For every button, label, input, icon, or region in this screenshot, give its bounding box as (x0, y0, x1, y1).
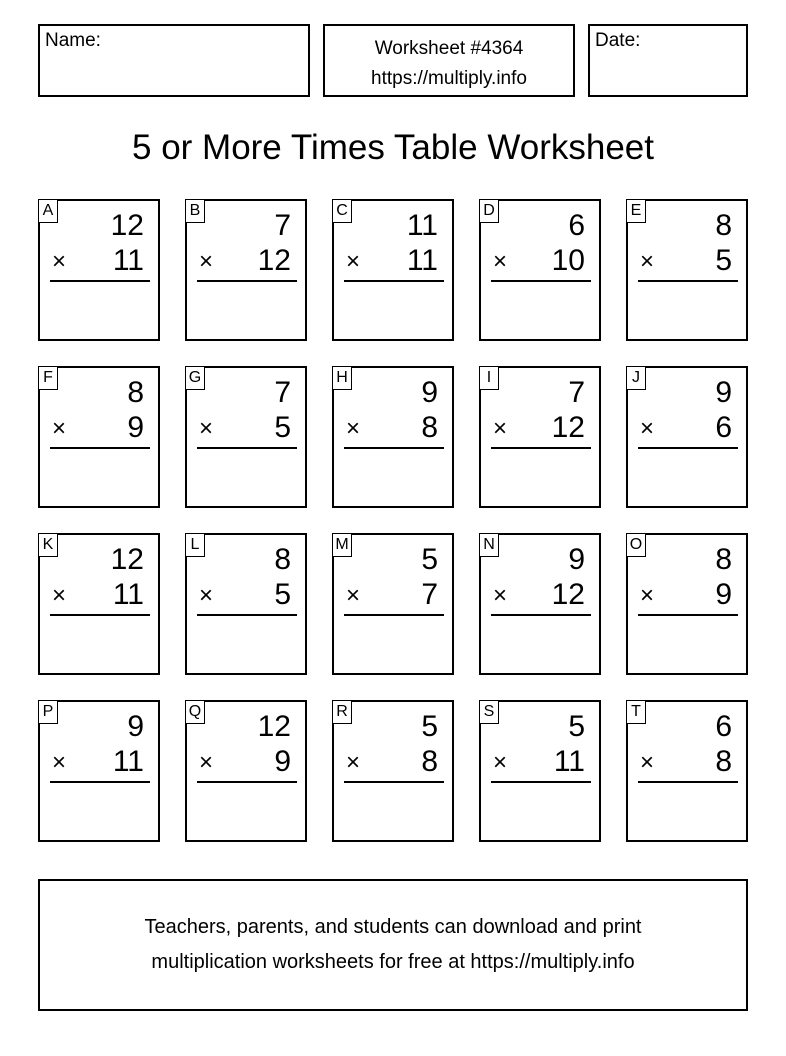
problem-label: J (626, 366, 646, 390)
times-sign: × (199, 248, 214, 275)
times-sign: × (199, 582, 214, 609)
answer-line (344, 614, 444, 616)
problem-label: G (185, 366, 205, 390)
problem-card[interactable] (38, 533, 160, 675)
multiplier: 11 (112, 244, 144, 277)
answer-line (197, 614, 297, 616)
problem-card[interactable] (332, 700, 454, 842)
problem-card[interactable] (185, 700, 307, 842)
worksheet-url: https://multiply.info (371, 68, 527, 89)
problem-label: R (332, 700, 352, 724)
multiplier: 12 (257, 244, 291, 277)
multiplier: 8 (421, 745, 438, 778)
problem-label: D (479, 199, 499, 223)
multiplier: 11 (406, 244, 438, 277)
multiplier: 5 (274, 411, 291, 444)
times-sign: × (346, 248, 361, 275)
answer-line (491, 614, 591, 616)
problem-label: T (626, 700, 646, 724)
problem-card[interactable] (38, 700, 160, 842)
name-label: Name: (45, 30, 101, 51)
multiplicand: 5 (421, 543, 438, 576)
problem-card[interactable] (332, 366, 454, 508)
times-sign: × (346, 582, 361, 609)
multiplicand: 6 (715, 710, 732, 743)
multiplicand: 9 (421, 376, 438, 409)
problem-card[interactable] (38, 366, 160, 508)
times-sign: × (493, 582, 508, 609)
times-sign: × (640, 582, 655, 609)
problem-label: C (332, 199, 352, 223)
multiplicand: 6 (568, 209, 585, 242)
multiplicand: 12 (110, 543, 144, 576)
times-sign: × (493, 415, 508, 442)
answer-line (197, 280, 297, 282)
multiplier: 6 (715, 411, 732, 444)
answer-line (197, 447, 297, 449)
multiplier: 12 (551, 578, 585, 611)
date-label: Date: (595, 30, 641, 51)
multiplier: 9 (274, 745, 291, 778)
answer-line (344, 280, 444, 282)
answer-line (638, 614, 738, 616)
multiplicand: 9 (127, 710, 144, 743)
times-sign: × (52, 415, 67, 442)
footer-line-2: multiplication worksheets for free at https://multiply.info (151, 951, 635, 973)
multiplicand: 5 (421, 710, 438, 743)
problem-card[interactable] (626, 366, 748, 508)
multiplicand: 11 (406, 209, 438, 242)
multiplier: 11 (112, 578, 144, 611)
problem-card[interactable] (38, 199, 160, 341)
answer-line (638, 781, 738, 783)
problem-label: F (38, 366, 58, 390)
multiplier: 9 (715, 578, 732, 611)
answer-line (491, 781, 591, 783)
answer-line (344, 447, 444, 449)
problem-label: E (626, 199, 646, 223)
multiplier: 11 (112, 745, 144, 778)
problem-card[interactable] (479, 700, 601, 842)
multiplicand: 8 (715, 209, 732, 242)
problem-label: K (38, 533, 58, 557)
problem-card[interactable] (185, 199, 307, 341)
answer-line (344, 781, 444, 783)
problem-card[interactable] (332, 533, 454, 675)
multiplicand: 9 (715, 376, 732, 409)
multiplicand: 8 (127, 376, 144, 409)
multiplier: 10 (551, 244, 585, 277)
times-sign: × (493, 749, 508, 776)
multiplicand: 7 (568, 376, 585, 409)
times-sign: × (346, 415, 361, 442)
problem-card[interactable] (626, 199, 748, 341)
multiplier: 8 (715, 745, 732, 778)
problem-label: P (38, 700, 58, 724)
footer-line-1: Teachers, parents, and students can download and print (144, 916, 642, 938)
problem-card[interactable] (626, 700, 748, 842)
multiplicand: 9 (568, 543, 585, 576)
problem-card[interactable] (185, 533, 307, 675)
multiplier: 7 (421, 578, 438, 611)
times-sign: × (346, 749, 361, 776)
times-sign: × (640, 749, 655, 776)
problem-label: L (185, 533, 205, 557)
problem-card[interactable] (626, 533, 748, 675)
multiplier: 9 (127, 411, 144, 444)
times-sign: × (52, 248, 67, 275)
problem-label: N (479, 533, 499, 557)
answer-line (638, 447, 738, 449)
problem-label: H (332, 366, 352, 390)
answer-line (50, 447, 150, 449)
answer-line (491, 280, 591, 282)
answer-line (638, 280, 738, 282)
problem-label: M (332, 533, 352, 557)
problem-label: O (626, 533, 646, 557)
problem-label: A (38, 199, 58, 223)
multiplicand: 8 (715, 543, 732, 576)
answer-line (50, 280, 150, 282)
answer-line (197, 781, 297, 783)
problem-card[interactable] (479, 533, 601, 675)
multiplier: 12 (551, 411, 585, 444)
problem-card[interactable] (479, 366, 601, 508)
answer-line (491, 447, 591, 449)
footer-box (38, 879, 748, 1011)
times-sign: × (199, 749, 214, 776)
problem-label: I (479, 366, 499, 390)
problem-card[interactable] (332, 199, 454, 341)
multiplicand: 7 (274, 376, 291, 409)
multiplicand: 12 (257, 710, 291, 743)
problem-label: Q (185, 700, 205, 724)
times-sign: × (493, 248, 508, 275)
multiplicand: 5 (568, 710, 585, 743)
page-title: 5 or More Times Table Worksheet (132, 128, 654, 167)
problem-label: B (185, 199, 205, 223)
multiplier: 5 (715, 244, 732, 277)
times-sign: × (640, 248, 655, 275)
times-sign: × (52, 749, 67, 776)
problem-card[interactable] (479, 199, 601, 341)
times-sign: × (640, 415, 655, 442)
multiplicand: 8 (274, 543, 291, 576)
times-sign: × (52, 582, 67, 609)
multiplicand: 12 (110, 209, 144, 242)
worksheet-number: Worksheet #4364 (374, 38, 524, 59)
multiplier: 11 (553, 745, 585, 778)
problem-card[interactable] (185, 366, 307, 508)
multiplicand: 7 (274, 209, 291, 242)
problem-label: S (479, 700, 499, 724)
multiplier: 5 (274, 578, 291, 611)
answer-line (50, 781, 150, 783)
times-sign: × (199, 415, 214, 442)
multiplier: 8 (421, 411, 438, 444)
answer-line (50, 614, 150, 616)
